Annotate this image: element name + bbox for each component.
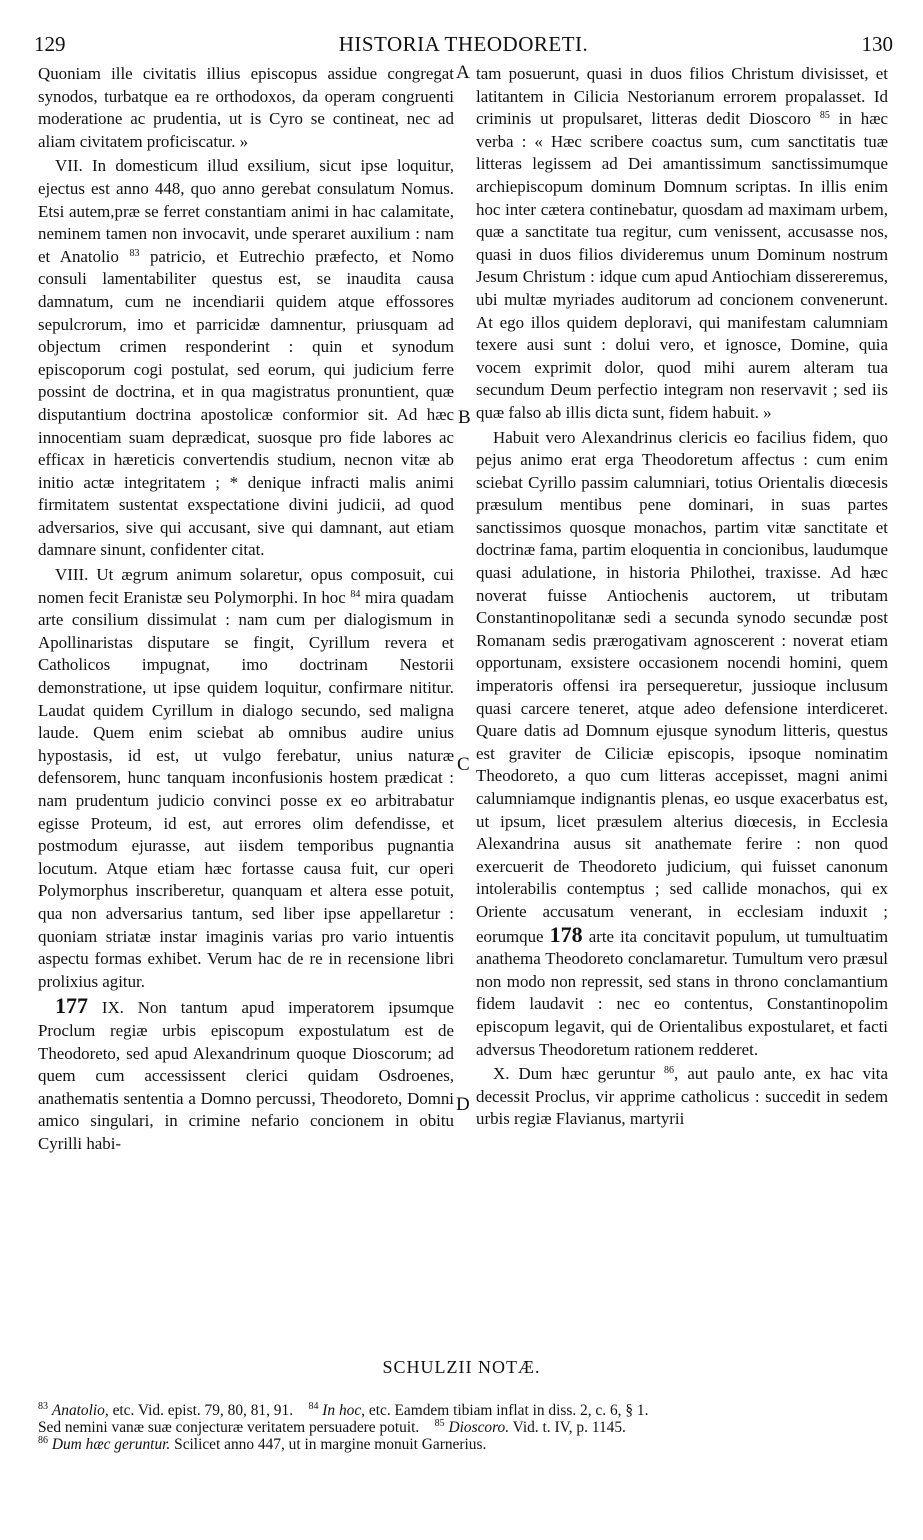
margin-letter: D [456,1094,470,1115]
footnote-text: Sed nemini vanæ suæ conjecturæ veritatem persuadere potuit. [38,1419,420,1436]
paragraph [476,63,888,425]
page-number-right: 130 [861,32,893,56]
footnote-number: 83 [38,1401,48,1412]
footnote-number: 86 [38,1435,48,1446]
left-column [38,63,454,1156]
paragraph [38,155,454,562]
footnote-number: 85 [434,1418,445,1429]
footnote-text: Scilicet anno 447, ut in margine monuit Garnerius. [170,1436,487,1453]
paragraph [476,1063,888,1131]
margin-number: 178 [549,921,583,947]
footnote-line [38,1436,890,1453]
page-header [34,32,893,60]
footnote-ref: 84 [350,588,361,600]
paragraph-text: VIII. Ut ægrum animum solaretur, opus composuit, cui nomen fecit Eranistæ seu Polymorphi. In hoc [38,565,454,607]
paragraph [38,63,454,153]
footnote-lemma: Dioscoro. [448,1419,510,1436]
right-column [476,63,888,1131]
footnotes [38,1402,890,1453]
footnote-text: etc. Eamdem tibiam inflat in diss. 2, c. 6, § 1. [365,1402,649,1419]
footnote-ref: 86 [664,1065,674,1077]
paragraph-text: X. Dum hæc geruntur [493,1064,664,1084]
paragraph-text: in hæc verba : « Hæc scribere coactus sum, cum sanctitatis tuæ litteras legissem ad Dei amantissimum sanctissimumque archiepiscopum dominum Domnum scriptas. In illis enim hoc inter cætera continebatur, quosdam ad maximam urbem, quæ a sanctitate tua regitur, cum venissent, accusasse nos, quasi in duos filios divideremus unum Dominum nostrum Jesum Christum : idque cum apud Antiochiam dissereremus, ubi multæ myriades auditorum ad concionem convenerunt. At ego illos quidem deploravi, qui manifestam calumniam texere ausi sunt : dolui vero, et ignosce, Domine, quia vocem exprimit dolor, quod mihi aurem alteram tua secundum Deum perfectio integram non reservavit ; sed iis quæ falso ab illis dicta sunt, fidem habuit. » [476,109,888,422]
paragraph-text: patricio, et Eutrechio præfecto, et Nomo consuli lamentabiliter questus est, se inaudita causa damnatum, cum ne incendiarii quidem atque effossores sepulcrorum, imo et parricidæ damnentur, priusquam ad objectum crimen responderint : quin et synodum episcoporum cogi postulat, sed eorum, qui judicium ferre possint de doctrina, et in qua magistratus pronuntient, quæ disputantium doctrina apostolicæ conformior sit. Ad hæc innocentiam suam deprædicat, suosque pro fide labores ac efficax in hæreticis convertendis studium, necnon vitæ ab initio actæ integritatem ; * denique infracti malis animi firmitatem sustentat exspectatione divini judicii, ad quod adversarios, sive qui accusant, sive qui damnant, aut etiam damnare sinunt, confidenter citat. [38,246,455,560]
footnote-text: Vid. t. IV, p. 1145. [509,1419,626,1436]
paragraph-text: Habuit vero Alexandrinus clericis eo facilius fidem, quo pejus animo erat erga Theodoretum affectus : cum enim sciebat Cyrillo passim calumniari, totius Orientalis diœcesis præsulum mentibus pene dominari, in suas partes sanctissimos quosque monachos, partim vitæ sanctitate et doctrinæ fama, partim eloquentia in concionibus, laudumque quasi adulatione, in historia Philothei, traxisse. Ad hæc noverat fuisse Antiochenis auctorem, ut tributam Constantinopolitanæ sedi a secunda synodo secundæ post Romanam sedis prærogativam agnoscerent : noverat etiam opportunam, exsistere occasionem nocendi homini, quem imperatoris offensi ira persequeretur, jussioque inclusum quasi carcere teneret, atque adeo defensione interdiceret. Quare datis ad Domnum ejusque synodum litteris, questus est graviter de Ciliciæ episcopis, ipsoque nominatim Theodoreto, a quo cum litteras accepisset, magni animi calumniamque indignantis plenas, eo usque exacerbatus est, ut ipsum, licet præsulem alterius diœcesis, in Ecclesia Alexandrina ausus sit anathemate ferire : non quod exercuerit de Theodoreto judicium, qui fuisset canonum intolerabilis contemptus ; sed callide monachos, qui ex Oriente accusatum venerant, in ecclesiam induxit ; eorumque [476,427,888,946]
margin-number: 177 [55,993,88,1019]
paragraph-text: , aut paulo ante, ex hac vita decessit Proclus, vir apprime catholicus : succedit in sedem urbis regiæ Flavianus, martyrii [476,1064,888,1129]
paragraph-text: Quoniam ille civitatis illius episcopus assidue congregat synodos, turbatque ea re orthodoxos, da operam congruenti moderatione ac prudentia, ut is Cyro se contineat, nec ad aliam civitatem proficiscatur. » [38,64,454,151]
paragraph [38,995,454,1155]
page-number-left: 129 [34,32,66,56]
footnote-number: 84 [308,1401,319,1412]
footnote-lemma: Anatolio, [51,1402,109,1419]
paragraph [38,564,454,993]
margin-letter: C [457,754,470,775]
paragraph-text: tam posuerunt, quasi in duos filios Christum divisisset, et latitantem in Cilicia Nestorianum errorem propalasset. Id criminis ut propulsaret, litteras dedit Dioscoro [476,64,888,129]
footnote-ref: 83 [129,247,140,259]
margin-letter: A [456,62,470,83]
paragraph-text: arte ita concitavit populum, ut tumultuatim anathema Theodoreto conclamaretur. Tumultum vero præsul non modo non repressit, sed stans in throno conclamantium fidem laudavit : nec eo contentus, Constantinopolim episcopum legavit, qui de Orientalibus expostularet, et facti adversus Theodoretum rationem redderet. [476,926,888,1059]
footnote-line [38,1402,890,1419]
paragraph-text: mira quadam arte consilium dissimulat : nam cum per dialogismum in Apollinaristas disputare se fingit, Cyrillum revera et Catholicos impugnat, imo doctrinam Nestorii demonstratione, ut ipse quidem loquitur, confirmare nititur. Laudat quidem Cyrillum in dialogo secundo, sed maligna laude. Quem enim sciebat ab omnibus audire unius hypostasis, id est, ut vulgo ferebatur, unius naturæ defensorem, hunc tanquam inconfusionis hostem prædicat : nam prudentum judicio convinci posse ex eo arbitrabatur egisse Proteum, id est, aut errores olim defendisse, et postmodum ejurasse, aut iisdem temporibus pugnantia locutum. Atque etiam hæc fortasse causa fuit, cur operi Polymorphus inscriberetur, quanquam et altera esse potuit, qua non adversarius tantum, sed liber ipse appellaretur : quoniam striatæ instar imaginis varias pro vario intuentis aspectu formas exhibet. Verum hac de re in recensione libri prolixius agitur. [38,587,454,991]
footnote-text: etc. Vid. epist. 79, 80, 81, 91. [108,1402,294,1419]
footnote-lemma: Dum hæc geruntur. [51,1436,171,1453]
margin-letter: B [458,407,471,428]
footnote-ref: 85 [819,110,830,122]
footnote-line [38,1419,890,1436]
footnote-lemma: In hoc, [322,1402,366,1419]
paragraph [476,427,888,1062]
paragraph-text: IX. Non tantum apud imperatorem ipsumque Proclum regiæ urbis episcopum expostulatum est de Theodoreto, sed apud Alexandrinum quoque Dioscorum; ad quem cum accessissent clerici quidam Osdroenes, anathematis sententia a Domno percussi, Theodoreto, Domni amico singulari, in crimine nefario concionem in obitu Cyrilli habi- [38,998,454,1153]
running-title: HISTORIA THEODORETI. [338,32,589,56]
notes-heading: SCHULZII NOTÆ. [382,1357,541,1377]
paragraph-text: VII. In domesticum illud exsilium, sicut ipse loquitur, ejectus est anno 448, quo anno gerebat consulatum Nomus. Etsi autem,præ se ferret constantiam animi in hac calamitate, neminem tamen non invocavit, unde speraret auxilium : nam et Anatolio [38,156,454,266]
